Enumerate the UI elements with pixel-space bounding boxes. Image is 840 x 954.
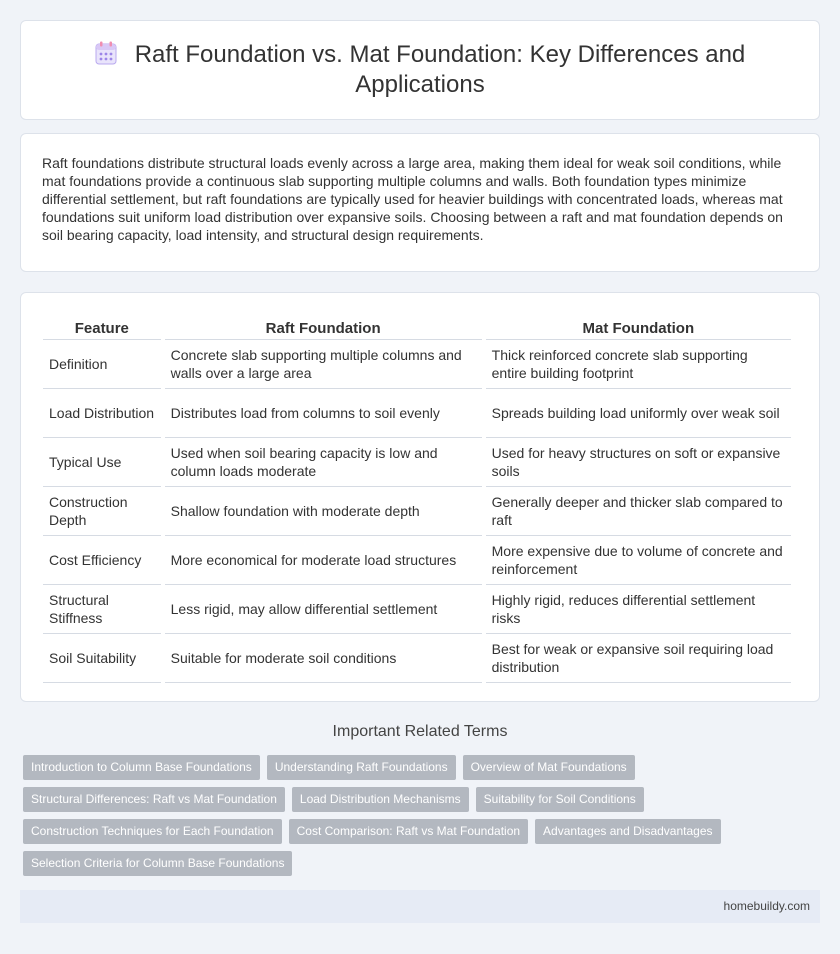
feature-cell: Definition: [43, 340, 161, 389]
related-tag[interactable]: Advantages and Disadvantages: [535, 819, 720, 844]
related-tag[interactable]: Overview of Mat Foundations: [463, 755, 635, 780]
feature-cell: Structural Stiffness: [43, 585, 161, 634]
footer: [20, 890, 820, 923]
table-row: [43, 536, 791, 585]
raft-cell: Less rigid, may allow differential settlement: [165, 585, 482, 634]
mat-cell: Best for weak or expansive soil requiring load distribution: [486, 634, 791, 683]
tag-row: [23, 851, 803, 876]
table-row: [43, 389, 791, 438]
related-tag[interactable]: Structural Differences: Raft vs Mat Foundation: [23, 787, 285, 812]
raft-cell: Concrete slab supporting multiple columns and walls over a large area: [165, 340, 482, 389]
feature-cell: Construction Depth: [43, 487, 161, 536]
page-title-wrap: [81, 40, 759, 100]
header-mat: Mat Foundation: [486, 313, 791, 340]
table-row: [43, 438, 791, 487]
table-row: [43, 634, 791, 683]
related-tag[interactable]: Selection Criteria for Column Base Foundations: [23, 851, 292, 876]
related-tag[interactable]: Introduction to Column Base Foundations: [23, 755, 260, 780]
related-tag[interactable]: Load Distribution Mechanisms: [292, 787, 469, 812]
mat-cell: Spreads building load uniformly over weak soil: [486, 389, 791, 438]
intro-paragraph: Raft foundations distribute structural loads evenly across a large area, making them ideal for weak soil conditions, while mat foundations provide a continuous slab supporting multiple columns and walls. Both foundation types minimize differential settlement, but raft foundations are typically used for heavier buildings with concentrated loads, whereas mat foundations suit uniform load distribution over expansive soils. Choosing between a raft and mat foundation depends on soil bearing capacity, load intensity, and structural design requirements.: [42, 155, 783, 243]
related-tags: [23, 755, 803, 883]
table-header-row: [43, 313, 791, 340]
tag-row: [23, 819, 803, 844]
table-row: [43, 340, 791, 389]
raft-cell: More economical for moderate load structures: [165, 536, 482, 585]
intro-card: [20, 133, 820, 272]
title-card: [20, 20, 820, 120]
related-tag[interactable]: Understanding Raft Foundations: [267, 755, 456, 780]
feature-cell: Cost Efficiency: [43, 536, 161, 585]
tag-row: [23, 787, 803, 812]
comparison-table: [39, 313, 795, 683]
raft-cell: Distributes load from columns to soil evenly: [165, 389, 482, 438]
calendar-icon: [95, 41, 117, 65]
mat-cell: Thick reinforced concrete slab supporting entire building footprint: [486, 340, 791, 389]
mat-cell: Used for heavy structures on soft or expansive soils: [486, 438, 791, 487]
header-feature: Feature: [43, 313, 161, 340]
related-terms-title: Important Related Terms: [332, 723, 508, 740]
feature-cell: Soil Suitability: [43, 634, 161, 683]
raft-cell: Used when soil bearing capacity is low and column loads moderate: [165, 438, 482, 487]
feature-cell: Typical Use: [43, 438, 161, 487]
tag-row: [23, 755, 803, 780]
header-raft: Raft Foundation: [165, 313, 482, 340]
table-row: [43, 585, 791, 634]
page-title: Raft Foundation vs. Mat Foundation: Key Differences and Applications: [134, 41, 746, 98]
related-tag[interactable]: Cost Comparison: Raft vs Mat Foundation: [289, 819, 528, 844]
feature-cell: Load Distribution: [43, 389, 161, 438]
related-tag[interactable]: Construction Techniques for Each Foundation: [23, 819, 282, 844]
mat-cell: More expensive due to volume of concrete and reinforcement: [486, 536, 791, 585]
table-row: [43, 487, 791, 536]
raft-cell: Shallow foundation with moderate depth: [165, 487, 482, 536]
related-tag[interactable]: Suitability for Soil Conditions: [476, 787, 644, 812]
raft-cell: Suitable for moderate soil conditions: [165, 634, 482, 683]
mat-cell: Generally deeper and thicker slab compared to raft: [486, 487, 791, 536]
footer-site[interactable]: homebuildy.com: [723, 899, 810, 913]
mat-cell: Highly rigid, reduces differential settlement risks: [486, 585, 791, 634]
comparison-table-card: [20, 292, 820, 702]
